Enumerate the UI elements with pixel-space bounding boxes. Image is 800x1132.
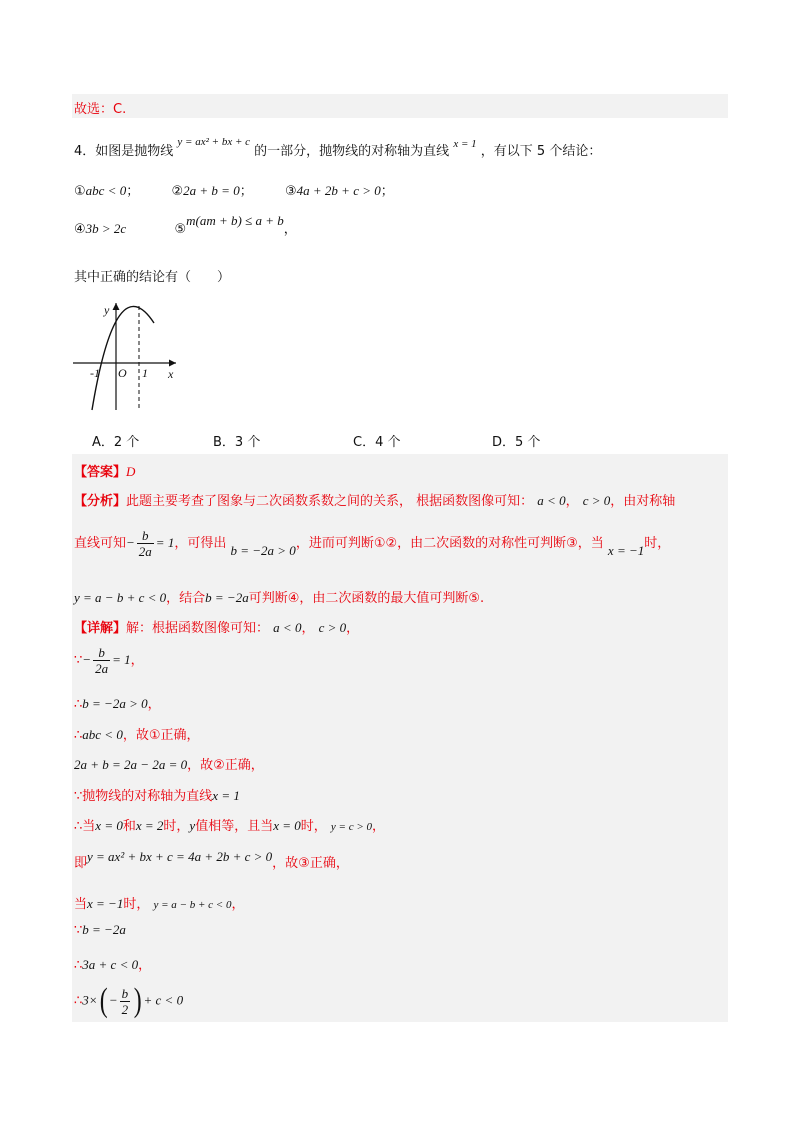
detail-text: 值相等，且当 xyxy=(195,819,274,834)
prev-answer-box xyxy=(72,94,728,118)
detail-line-7 xyxy=(74,815,385,834)
therefore-symbol: ∴ xyxy=(74,819,83,834)
parabola-graph xyxy=(70,298,200,418)
detail-text: 时， xyxy=(123,897,150,912)
math-expr: b = −2a > 0 xyxy=(230,543,296,558)
answer-line xyxy=(74,461,135,480)
fraction-denominator: 2 xyxy=(121,1001,129,1017)
therefore-symbol: ∴ xyxy=(74,697,83,712)
conclusion-expr: m(am + b) ≤ a + b xyxy=(186,213,284,228)
conclusion-sep: ； xyxy=(380,184,394,199)
minus-sign: − xyxy=(82,652,92,667)
comma: ， xyxy=(138,958,152,973)
math-expr: x = 1 xyxy=(212,788,240,803)
detail-text: 即 xyxy=(74,856,88,871)
x-axis-label: x xyxy=(168,367,174,381)
fraction xyxy=(137,528,154,559)
fraction-numerator: b xyxy=(93,645,110,661)
parabola-curve xyxy=(92,306,154,410)
question-intro: 4．如图是抛物线 xyxy=(74,144,174,159)
detail-line-6 xyxy=(74,785,240,804)
math-expr: y = a − b + c < 0 xyxy=(74,590,167,605)
detail-text: 抛物线的对称轴为直线 xyxy=(82,789,213,804)
analysis-line-2 xyxy=(74,528,670,559)
math-expr: c > 0 xyxy=(318,620,347,635)
choice-c: C．4 个 xyxy=(353,435,401,450)
answer-value: D xyxy=(126,464,136,479)
analysis-label: 【分析】 xyxy=(74,494,127,509)
comma: ， xyxy=(231,897,245,912)
math-expr: y = a − b + c < 0 xyxy=(153,899,232,911)
fraction-denominator: 2a xyxy=(95,661,109,676)
math-expr: a < 0 xyxy=(537,493,566,508)
because-symbol: ∵ xyxy=(74,789,83,804)
math-expr: 3× xyxy=(82,992,98,1008)
fraction-numerator: b xyxy=(137,528,154,544)
analysis-text: ，进而可判断①②，由二次函数的对称性可判断③，当 xyxy=(295,536,604,551)
detail-label: 【详解】 xyxy=(74,621,127,636)
comma: ， xyxy=(130,653,144,668)
question-tail: ，有以下 5 个结论： xyxy=(480,144,602,159)
math-expr: x = −1 xyxy=(87,896,124,911)
analysis-text: 时， xyxy=(644,536,671,551)
comma: ， xyxy=(565,494,579,509)
parabola-equation: y = ax² + bx + c xyxy=(177,136,251,148)
minus-sign: − xyxy=(108,992,118,1008)
detail-text: 时， xyxy=(163,819,190,834)
question-prompt: 其中正确的结论有（ ） xyxy=(74,270,231,285)
detail-line-1 xyxy=(74,617,359,636)
fraction xyxy=(120,986,131,1017)
prev-answer: 故选：C. xyxy=(74,102,127,117)
detail-line-8 xyxy=(74,849,349,871)
conclusion-marker: ② xyxy=(171,184,184,199)
conclusions-row-1 xyxy=(74,180,394,199)
math-expr: x = −1 xyxy=(607,543,645,558)
fraction-denominator: 2a xyxy=(138,544,152,559)
conclusion-marker: ① xyxy=(74,184,86,199)
detail-line-2 xyxy=(74,645,144,676)
because-symbol: ∵ xyxy=(74,653,83,668)
conclusions-row-2 xyxy=(74,213,297,237)
math-expr: x = 2 xyxy=(135,818,164,833)
math-expr: a < 0 xyxy=(273,620,302,635)
origin-label: O xyxy=(118,366,127,380)
math-expr: = 1 xyxy=(155,535,175,550)
analysis-text: 此题主要考查了图象与二次函数系数之间的关系， 根据函数图像可知： xyxy=(126,494,534,509)
fraction xyxy=(93,645,110,676)
detail-text: 当 xyxy=(82,819,96,834)
question-stem xyxy=(74,136,602,159)
left-paren: ( xyxy=(99,982,108,1019)
choice-d: D．5 个 xyxy=(492,435,541,450)
analysis-line-1 xyxy=(74,490,675,509)
conclusion-expr: 4a + 2b + c > 0 xyxy=(296,183,381,198)
analysis-text: 直线可知 xyxy=(74,536,127,551)
detail-line-5 xyxy=(74,754,264,773)
detail-text: ，故③正确， xyxy=(272,856,349,871)
fraction-numerator: b xyxy=(121,985,129,1001)
choice-b: B．3 个 xyxy=(213,435,261,450)
math-expr: y = ax² + bx + c = 4a + 2b + c > 0 xyxy=(87,849,273,864)
math-expr: = 1 xyxy=(112,652,131,667)
conclusion-expr: 3b > 2c xyxy=(85,221,127,236)
detail-line-3 xyxy=(74,693,161,712)
math-expr: 2a + b = 2a − 2a = 0 xyxy=(74,757,188,772)
answer-label: 【答案】 xyxy=(74,465,127,480)
minus-sign: − xyxy=(126,535,135,550)
because-symbol: ∵ xyxy=(74,923,83,938)
math-expr: x = 0 xyxy=(273,818,301,833)
right-paren: ) xyxy=(133,982,142,1019)
conclusion-marker: ④ xyxy=(74,222,86,237)
detail-text: ，故①正确， xyxy=(122,728,200,743)
detail-text: 解：根据函数图像可知： xyxy=(126,621,270,636)
y-axis-label: y xyxy=(104,303,110,317)
therefore-symbol: ∴ xyxy=(74,958,83,973)
math-expr: b = −2a xyxy=(82,922,126,937)
conclusion-expr: abc < 0 xyxy=(85,183,127,198)
math-expr: b = −2a xyxy=(205,590,249,605)
detail-text: 时， xyxy=(300,819,327,834)
comma: ， xyxy=(346,621,360,636)
analysis-text: 可判断④，由二次函数的最大值可判断⑤. xyxy=(248,591,485,606)
tick-left-label: -1 xyxy=(90,366,100,380)
comma: ， xyxy=(372,819,386,834)
therefore-symbol: ∴ xyxy=(74,728,83,743)
analysis-text: ，由对称轴 xyxy=(610,494,676,509)
conclusion-sep: ； xyxy=(126,184,140,199)
math-expr: c > 0 xyxy=(582,493,611,508)
conclusion-sep: ； xyxy=(239,184,253,199)
conclusion-marker: ③ xyxy=(285,184,297,199)
comma: ， xyxy=(147,697,161,712)
conclusion-sep: ， xyxy=(283,222,297,237)
math-expr: 3a + c < 0 xyxy=(82,957,139,972)
detail-text: 当 xyxy=(74,897,88,912)
detail-text: 和 xyxy=(122,819,136,834)
comma: ， xyxy=(301,621,315,636)
detail-line-9 xyxy=(74,893,244,912)
analysis-line-3 xyxy=(74,587,484,606)
detail-line-4 xyxy=(74,724,199,743)
analysis-text: ，可得出 xyxy=(174,536,227,551)
math-expr: y = c > 0 xyxy=(330,821,373,833)
tick-right-label: 1 xyxy=(142,366,148,380)
math-expr: abc < 0 xyxy=(82,727,123,742)
analysis-text: ，结合 xyxy=(166,591,206,606)
axis-equation: x = 1 xyxy=(453,138,477,150)
math-expr: x = 0 xyxy=(95,818,123,833)
conclusion-expr: 2a + b = 0 xyxy=(183,183,240,198)
math-expr: b = −2a > 0 xyxy=(82,696,148,711)
math-expr: y xyxy=(189,818,196,833)
math-expr: + c < 0 xyxy=(143,992,184,1008)
therefore-symbol: ∴ xyxy=(74,993,83,1009)
conclusion-marker: ⑤ xyxy=(174,222,187,237)
question-mid: 的一部分，抛物线的对称轴为直线 xyxy=(254,144,450,159)
detail-line-11 xyxy=(74,954,151,973)
detail-line-12 xyxy=(74,984,183,1018)
detail-text: ，故②正确， xyxy=(187,758,264,773)
choice-a: A．2 个 xyxy=(92,435,140,450)
detail-line-10 xyxy=(74,922,126,938)
